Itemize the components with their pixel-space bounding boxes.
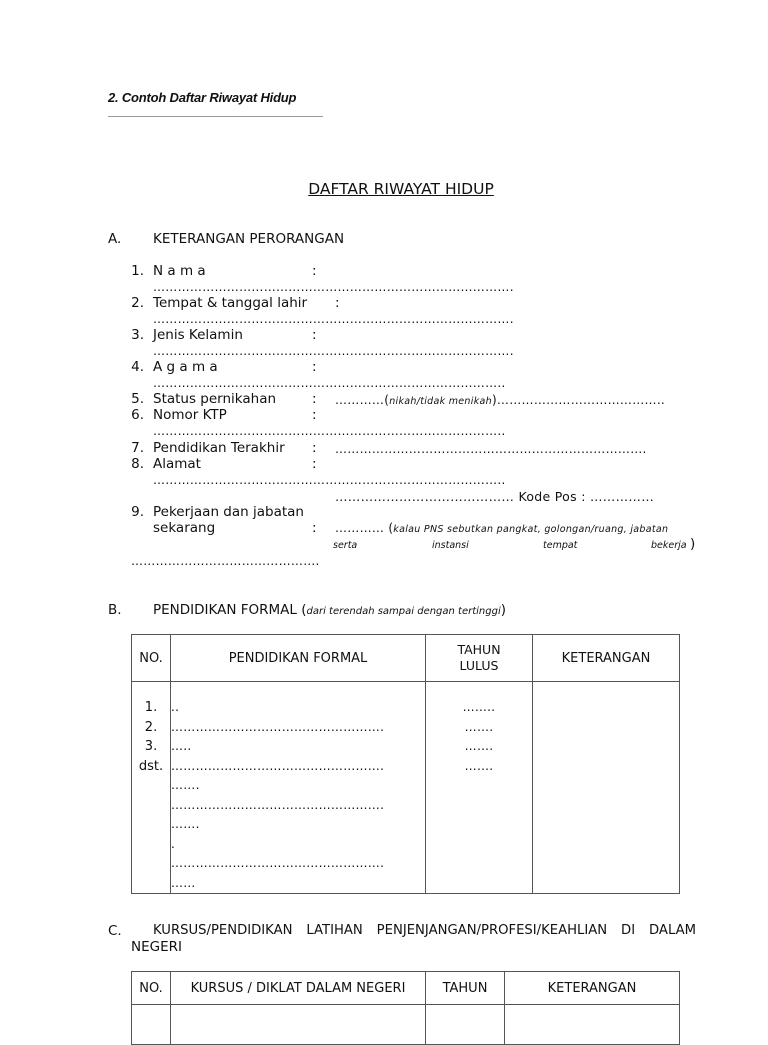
field-label-alamat: Alamat (153, 456, 201, 472)
dots-prefix: …………( (335, 393, 390, 407)
education-line: ……………………………………………. (171, 797, 385, 812)
status-hint: nikah/tidak menikah (389, 396, 492, 407)
keterangan-column[interactable] (533, 682, 680, 894)
field-label-pendidikan-terakhir: Pendidikan Terakhir (153, 440, 285, 456)
section-a-heading: KETERANGAN PERORANGAN (153, 231, 345, 247)
row-number: dst. (138, 758, 164, 774)
field-label-tempat-tanggal-lahir: Tempat & tanggal lahir (153, 295, 308, 311)
header-no: NO. (132, 972, 171, 1005)
kursus-table (131, 971, 680, 1045)
pendidikan-column[interactable] (171, 682, 426, 894)
caption-divider (108, 116, 323, 117)
year-line: …….. (462, 700, 496, 714)
field-label-pekerjaan: Pekerjaan dan jabatan (153, 504, 304, 520)
field-colon: : (312, 263, 317, 279)
item-number: 8. (131, 456, 144, 472)
field-label-agama: A g a m a (153, 359, 218, 375)
item-number: 3. (131, 327, 144, 343)
item-number: 1. (131, 263, 144, 279)
row-number: 1. (144, 700, 158, 715)
field-colon: : (312, 359, 317, 375)
no-column (132, 682, 171, 894)
item-number: 7. (131, 440, 144, 456)
field-colon: : (312, 456, 317, 472)
education-line: ……………………………………………. (171, 758, 385, 773)
year-line: ……. (464, 739, 494, 753)
education-line: ……. (171, 817, 200, 831)
pekerjaan-hint-word: serta (333, 540, 358, 551)
field-blank-nomor-ktp[interactable]: ………………………………………………………………………….. (153, 424, 506, 438)
field-blank-status-pernikahan[interactable] (335, 393, 665, 407)
header-tahun-lulus: TAHUN LULUS (426, 635, 533, 682)
field-blank-tempat-tanggal-lahir[interactable]: ……………………………………………………………………………. (153, 312, 514, 326)
field-label-jenis-kelamin: Jenis Kelamin (153, 327, 243, 343)
year-line: ……. (464, 719, 494, 734)
year-line: ……. (464, 758, 494, 773)
table-cell[interactable] (171, 1005, 426, 1045)
item-number: 5. (131, 391, 144, 407)
field-colon: : (312, 440, 317, 456)
section-c-letter: C. (108, 923, 122, 939)
field-blank-pendidikan-terakhir[interactable]: …………………………………………………………………. (335, 442, 647, 456)
tahun-column[interactable] (426, 682, 533, 894)
education-line: .. (171, 700, 180, 714)
field-label-nama: N a m a (153, 263, 206, 279)
dots-suffix: )………………………………….. (491, 393, 666, 407)
row-number: 2. (144, 719, 158, 735)
table-cell[interactable] (132, 1005, 171, 1045)
section-c-heading: KURSUS/PENDIDIKAN LATIHAN PENJENJANGAN/PROFESI/KEAHLIAN DI DALAM (153, 923, 696, 938)
field-label-status-pernikahan: Status pernikahan (153, 391, 277, 407)
item-number: 2. (131, 295, 144, 311)
field-blank-kode-pos[interactable]: …………………………………… Kode Pos : …………… (335, 489, 655, 504)
item-number: 4. (131, 359, 144, 375)
pekerjaan-hint: kalau PNS sebutkan pangkat, golongan/ruang, jabatan (393, 524, 669, 535)
field-colon: : (312, 407, 317, 423)
field-colon: : (335, 295, 340, 311)
section-b-letter: B. (108, 602, 122, 618)
education-line: ……………………………………………. (171, 856, 385, 870)
education-line: ……. (171, 778, 200, 792)
field-label-nomor-ktp: Nomor KTP (153, 407, 227, 423)
document-title: DAFTAR RIWAYAT HIDUP (308, 180, 494, 198)
section-a-letter: A. (108, 231, 122, 247)
education-line: …… (171, 875, 196, 890)
pendidikan-formal-table (131, 634, 680, 894)
item-number: 9. (131, 504, 144, 520)
dots-prefix: ………… ( (335, 521, 394, 535)
header-tahun: TAHUN (426, 972, 505, 1005)
pekerjaan-hint-close: ) (690, 536, 696, 552)
table-cell[interactable] (426, 1005, 505, 1045)
education-line: ……………………………………………. (171, 719, 385, 734)
document-caption: 2. Contoh Daftar Riwayat Hidup (108, 90, 297, 105)
section-b-note: dari terendah sampai dengan tertinggi (306, 606, 501, 617)
item-number: 6. (131, 407, 144, 423)
field-colon: : (312, 520, 317, 536)
education-line: . (171, 836, 176, 851)
table-cell[interactable] (505, 1005, 680, 1045)
field-blank-pekerjaan[interactable] (335, 521, 668, 535)
field-blank-alamat[interactable]: ………………………………………………………………………….. (153, 473, 506, 487)
pekerjaan-hint-word: tempat (543, 540, 578, 551)
header-pendidikan-formal: PENDIDIKAN FORMAL (171, 635, 426, 682)
header-kursus-diklat: KURSUS / DIKLAT DALAM NEGERI (171, 972, 426, 1005)
header-keterangan: KETERANGAN (505, 972, 680, 1005)
field-colon: : (312, 391, 317, 407)
header-no: NO. (132, 635, 171, 682)
section-c-heading-cont: NEGERI (131, 939, 182, 955)
education-line: ….. (171, 739, 192, 753)
field-label-pekerjaan-cont: sekarang (153, 520, 216, 536)
section-b-heading (153, 602, 506, 618)
field-colon: : (312, 327, 317, 343)
header-keterangan: KETERANGAN (533, 635, 680, 682)
field-blank-pekerjaan-line[interactable]: ………………………………………. (131, 554, 320, 568)
field-blank-nama[interactable]: ……………………………………………………………………………. (153, 280, 514, 294)
field-blank-jenis-kelamin[interactable]: ……………………………………………………………………………. (153, 344, 514, 358)
row-number: 3. (144, 739, 158, 754)
pekerjaan-hint-word: bekerja (651, 540, 687, 551)
section-b-title: PENDIDIKAN FORMAL ( (153, 602, 307, 618)
pekerjaan-hint-word: instansi (432, 540, 469, 551)
field-blank-agama[interactable]: ………………………………………………………………………….. (153, 376, 506, 390)
section-b-close: ) (500, 602, 507, 618)
